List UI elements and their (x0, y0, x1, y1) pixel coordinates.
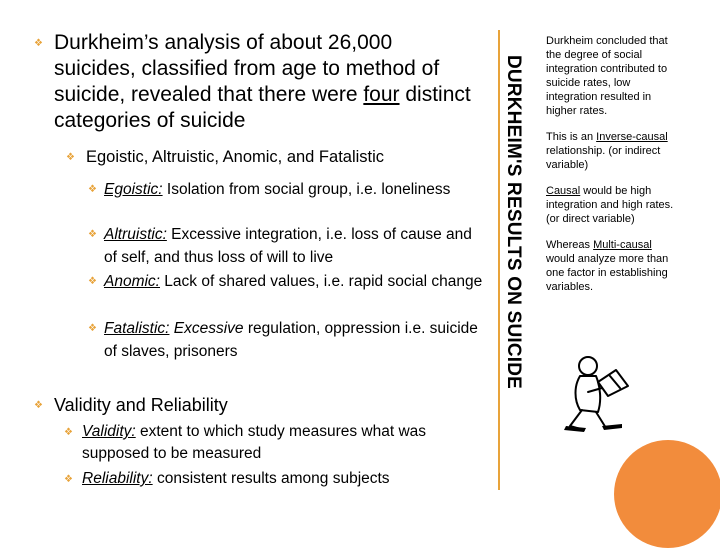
desc-em: Excessive (169, 320, 244, 337)
bullet-icon: ❖ (88, 276, 97, 287)
b1-pre: Durkheim’s analysis of about 26,000 suicides, classified from age to method of suicide, revealed that there were (54, 31, 440, 106)
desc: Isolation from social group, i.e. loneliness (162, 181, 451, 198)
term: Validity: (82, 423, 136, 440)
bullet-icon: ❖ (88, 184, 97, 195)
p2-term: Inverse-causal (596, 131, 668, 143)
side-note-multicausal (546, 238, 676, 294)
bullet-icon: ❖ (34, 38, 43, 49)
desc: Excessive integration, i.e. loss of cause and of self, and thus loss of will to live (104, 226, 472, 266)
category-fatalistic (104, 317, 484, 363)
desc: Lack of shared values, i.e. rapid social change (160, 273, 483, 290)
bullet-icon: ❖ (34, 400, 43, 411)
slide-title: DURKHEIM'S RESULTS ON SUICIDE (503, 55, 524, 390)
term: Fatalistic: (104, 320, 170, 337)
validity-item (82, 421, 482, 465)
bullet-icon: ❖ (64, 474, 73, 485)
desc: consistent results among subjects (152, 470, 390, 487)
category-anomic (104, 270, 484, 293)
decorative-circle (614, 440, 720, 548)
side-note-causal (546, 184, 676, 226)
side-note-inverse (546, 130, 676, 172)
reliability-item (82, 468, 482, 490)
bullet-validity-reliability: Validity and Reliability (54, 395, 228, 415)
bullet-icon: ❖ (66, 152, 75, 163)
sub-categories: Egoistic, Altruistic, Anomic, and Fatalistic (86, 148, 385, 166)
desc: regulation, oppression i.e. suicide of slaves, prisoners (104, 320, 478, 360)
bullet-icon: ❖ (64, 427, 73, 438)
vertical-title (500, 55, 524, 465)
p3-term: Causal (546, 185, 581, 197)
side-notes (546, 34, 676, 306)
category-altruistic (104, 223, 484, 269)
p2-post: relationship. (or indirect variable) (546, 145, 661, 171)
b1-post: distinct categories of suicide (54, 83, 471, 132)
p2-pre: This is an (546, 131, 597, 143)
p4-term: Multi-causal (593, 239, 652, 251)
term: Egoistic: (104, 181, 163, 198)
category-egoistic (104, 178, 484, 201)
b1-four: four (363, 83, 400, 106)
side-note-conclusion: Durkheim concluded that the degree of social integration contributed to suicide rates, low integration resulted in higher rates. (546, 35, 668, 117)
bullet-icon: ❖ (88, 229, 97, 240)
term: Reliability: (82, 470, 153, 487)
p4-post: would analyze more than one factor in establishing variables. (546, 253, 669, 293)
term: Altruistic: (104, 226, 167, 243)
bullet-durkheim-analysis (54, 30, 474, 134)
bullet-icon: ❖ (88, 323, 97, 334)
reader-clipart-icon (558, 352, 638, 438)
term: Anomic: (104, 273, 160, 290)
desc: extent to which study measures what was supposed to be measured (82, 423, 427, 462)
p3-post: would be high integration and high rates. (or direct variable) (546, 185, 674, 225)
p4-pre: Whereas (546, 239, 594, 251)
